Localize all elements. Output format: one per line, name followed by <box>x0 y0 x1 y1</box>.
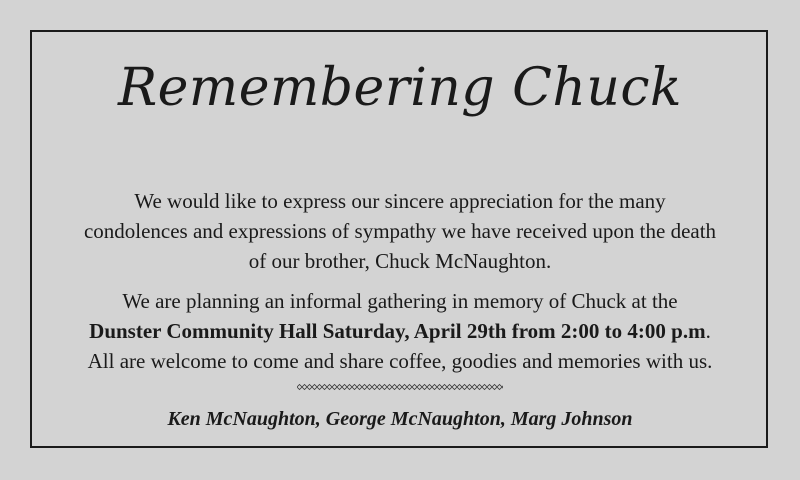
gathering-paragraph <box>0 286 800 376</box>
appreciation-line-3: of our brother, Chuck McNaughton. <box>248 249 552 273</box>
notice-title: Remembering Chuck <box>117 58 683 118</box>
gathering-period: . <box>705 319 711 343</box>
appreciation-line-1: We would like to express our sincere appreciation for the many <box>134 189 666 213</box>
signers-line: Ken McNaughton, George McNaughton, Marg Johnson <box>167 408 633 430</box>
gathering-line-1: We are planning an informal gathering in memory of Chuck at the <box>122 289 678 313</box>
gathering-line-2 <box>0 316 800 346</box>
ornamental-divider <box>297 383 503 391</box>
gathering-location-time: Dunster Community Hall Saturday, April 29th from 2:00 to 4:00 p.m <box>89 319 706 343</box>
appreciation-paragraph <box>0 186 800 276</box>
appreciation-line-2: condolences and expressions of sympathy we have received upon the death <box>83 219 717 243</box>
gathering-line-3: All are welcome to come and share coffee, goodies and memories with us. <box>87 349 713 373</box>
